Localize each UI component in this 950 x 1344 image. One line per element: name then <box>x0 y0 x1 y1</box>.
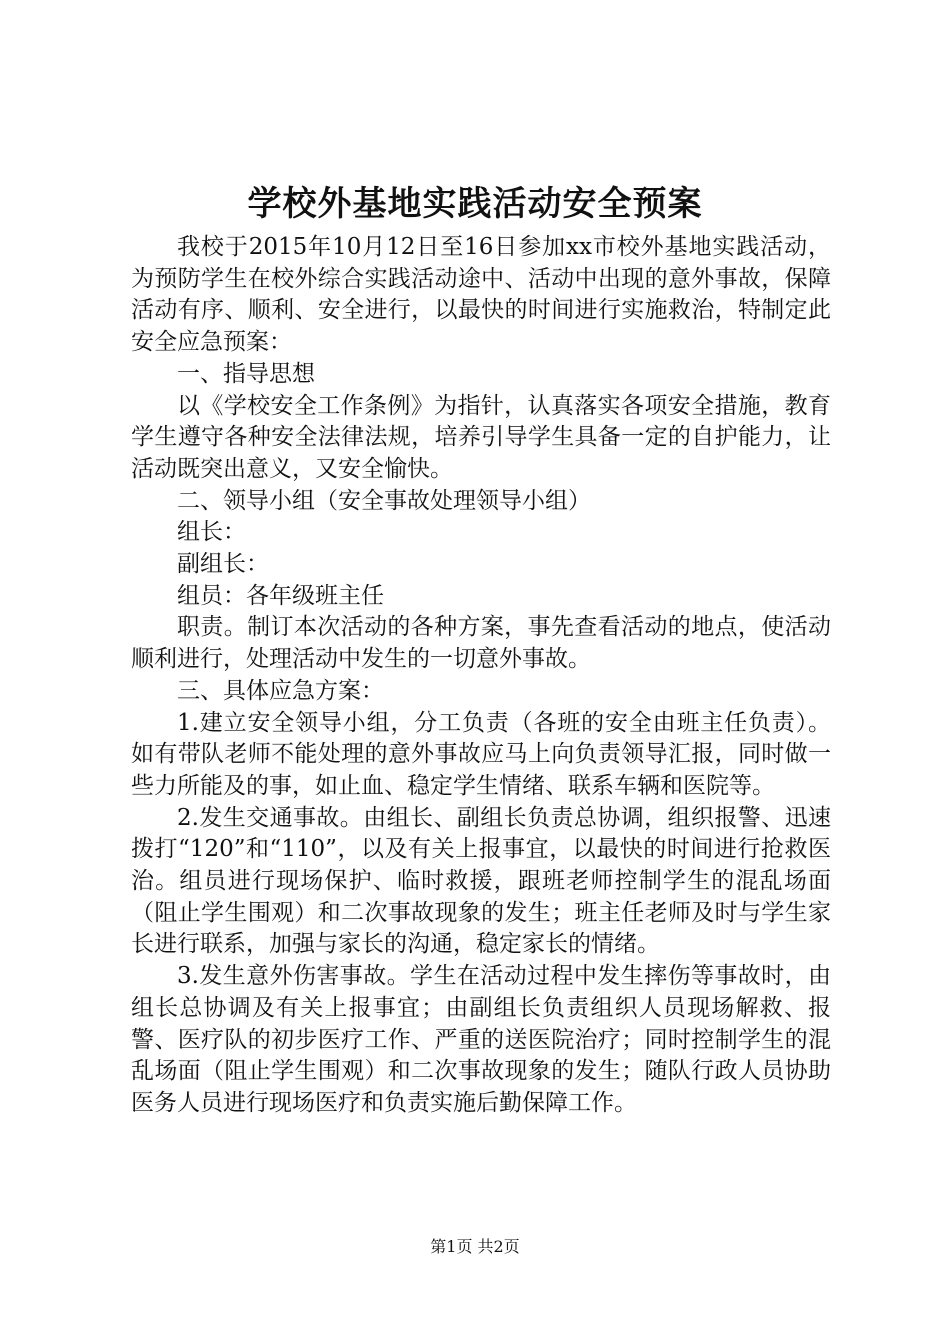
section-heading-guiding-ideology: 一、指导思想 <box>177 360 315 387</box>
paragraph-intro: 我校于2015年10月12日至16日参加xx市校外基地实践活动，为预防学生在校外综合实践活动途中、活动中出现的意外事故，保障活动有序、顺利、安全进行，以最快的时间进行实施救治，特制定此安全应急预案： <box>131 234 831 356</box>
paragraph-plan-item-3: 3.发生意外伤害事故。学生在活动过程中发生摔伤等事故时，由组长总协调及有关上报事宜；由副组长负责组织人员现场解救、报警、医疗队的初步医疗工作、严重的送医院治疗；同时控制学生的混乱场面（阻止学生围观）和二次事故现象的发生；随队行政人员协助医务人员进行现场医疗和负责实施后勤保障工作。 <box>131 963 831 1116</box>
page-footer: 第1页 共2页 <box>430 1237 520 1256</box>
paragraph-group-members: 组员：各年级班主任 <box>177 582 384 609</box>
document-title: 学校外基地实践活动安全预案 <box>247 184 703 224</box>
section-heading-emergency-plan: 三、具体应急方案： <box>177 677 384 704</box>
paragraph-plan-item-2: 2.发生交通事故。由组长、副组长负责总协调，组织报警、迅速拨打“120”和“110”，以及有关上报事宜，以最快的时间进行抢救医治。组员进行现场保护、临时救援，跟班老师控制学生的混乱场面（阻止学生围观）和二次事故现象的发生；班主任老师及时与学生家长进行联系，加强与家长的沟通，稳定家长的情绪。 <box>131 804 831 958</box>
section-heading-leadership-group: 二、领导小组（安全事故处理领导小组） <box>177 487 591 514</box>
paragraph-duties: 职责。制订本次活动的各种方案，事先查看活动的地点，使活动顺利进行，处理活动中发生的一切意外事故。 <box>131 614 831 673</box>
paragraph-group-leader: 组长： <box>177 519 246 546</box>
paragraph-guiding-ideology: 以《学校安全工作条例》为指针，认真落实各项安全措施，教育学生遵守各种安全法律法规，培养引导学生具备一定的自护能力，让活动既突出意义，又安全愉快。 <box>131 392 831 482</box>
document-body <box>131 232 831 1120</box>
paragraph-deputy-leader: 副组长： <box>177 551 269 578</box>
paragraph-plan-item-1: 1.建立安全领导小组，分工负责（各班的安全由班主任负责）。如有带队老师不能处理的意外事故应马上向负责领导汇报，同时做一些力所能及的事，如止血、稳定学生情绪、联系车辆和医院等。 <box>131 709 831 799</box>
